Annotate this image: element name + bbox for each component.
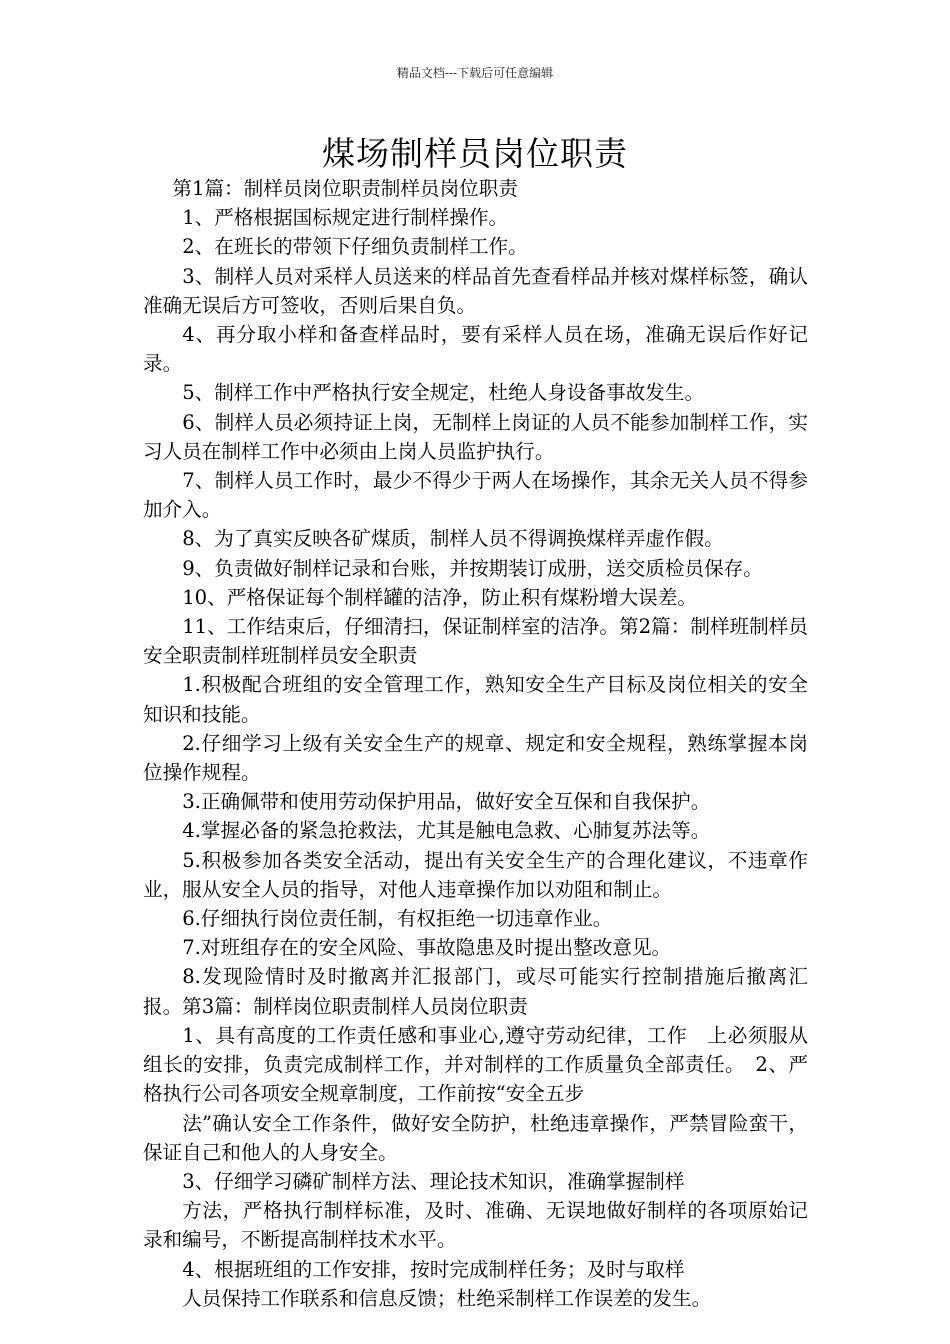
paragraph: 2、在班长的带领下仔细负责制样工作。: [182, 235, 528, 259]
paragraph: 4.掌握必备的紧急抢救法，尤其是触电急救、心肺复苏法等。: [182, 819, 711, 843]
paragraph: 方法，严格执行制样标准，及时、准确、无误地做好制样的各项原始记录和编号，不断提高制样技术水平。: [143, 1199, 808, 1252]
paragraph: 8、为了真实反映各矿煤质，制样人员不得调换煤样弄虚作假。: [182, 527, 724, 551]
paragraph: 1.积极配合班组的安全管理工作，熟知安全生产目标及岗位相关的安全知识和技能。: [143, 673, 808, 726]
header-note: 精品文档---下载后可任意编辑: [396, 66, 554, 80]
document-title: 煤场制样员岗位职责: [322, 134, 628, 173]
paragraph: 6.仔细执行岗位责任制，有权拒绝一切违章作业。: [182, 907, 613, 931]
paragraph: 3、仔细学习磷矿制样方法、理论技术知识，准确掌握制样: [182, 1169, 685, 1193]
paragraph: 6、制样人员必须持证上岗，无制样上岗证的人员不能参加制样工作，实习人员在制样工作中必须由上岗人员监护执行。: [143, 410, 808, 463]
paragraph: 5、制样工作中严格执行安全规定，杜绝人身设备事故发生。: [182, 381, 705, 405]
paragraph: 11、工作结束后，仔细清扫，保证制样室的洁净。第2篇：制样班制样员安全职责制样班制样员安全职责: [143, 615, 808, 668]
paragraph: 人员保持工作联系和信息反馈；杜绝采制样工作误差的发生。: [182, 1286, 712, 1310]
paragraph: 9、负责做好制样记录和台账，并按期装订成册，送交质检员保存。: [182, 556, 763, 580]
paragraph: 3、制样人员对采样人员送来的样品首先查看样品并核对煤样标签，确认准确无误后方可签收，否则后果自负。: [143, 264, 808, 317]
paragraph: 第1篇：制样员岗位职责制样员岗位职责: [172, 177, 518, 200]
paragraph: 1、具有高度的工作责任感和事业心,遵守劳动纪律，工作 上必须服从组长的安排，负责完成制样工作，并对制样的工作质量负全部责任。 2、严格执行公司各项安全规章制度，工作前按“安全五步: [143, 1023, 808, 1106]
document-body: [143, 174, 808, 1313]
paragraph: 2.仔细学习上级有关安全生产的规章、规定和安全规程，熟练掌握本岗位操作规程。: [143, 731, 808, 785]
paragraph: 7.对班组存在的安全风险、事故隐患及时提出整改意见。: [182, 936, 672, 960]
paragraph: 法”确认安全工作条件，做好安全防护，杜绝违章操作，严禁冒险蛮干，保证自己和他人的人身安全。: [143, 1111, 808, 1164]
paragraph: 4、根据班组的工作安排，按时完成制样任务；及时与取样: [182, 1257, 685, 1281]
paragraph: 4、再分取小样和备查样品时，要有采样人员在场，准确无误后作好记录。: [143, 323, 808, 376]
paragraph: 5.积极参加各类安全活动，提出有关安全生产的合理化建议，不违章作业，服从安全人员的指导，对他人违章操作加以劝阻和制止。: [143, 848, 808, 901]
paragraph: 7、制样人员工作时，最少不得少于两人在场操作，其余无关人员不得参加介入。: [143, 469, 808, 522]
paragraph: 3.正确佩带和使用劳动保护用品，做好安全互保和自我保护。: [182, 790, 711, 814]
paragraph: 1、严格根据国标规定进行制样操作。: [182, 206, 509, 230]
paragraph: 10、严格保证每个制样罐的洁净，防止积有煤粉增大误差。: [182, 585, 697, 609]
paragraph: 8.发现险情时及时撤离并汇报部门，或尽可能实行控制措施后撤离汇报。第3篇：制样岗位职责制样人员岗位职责: [143, 965, 808, 1018]
